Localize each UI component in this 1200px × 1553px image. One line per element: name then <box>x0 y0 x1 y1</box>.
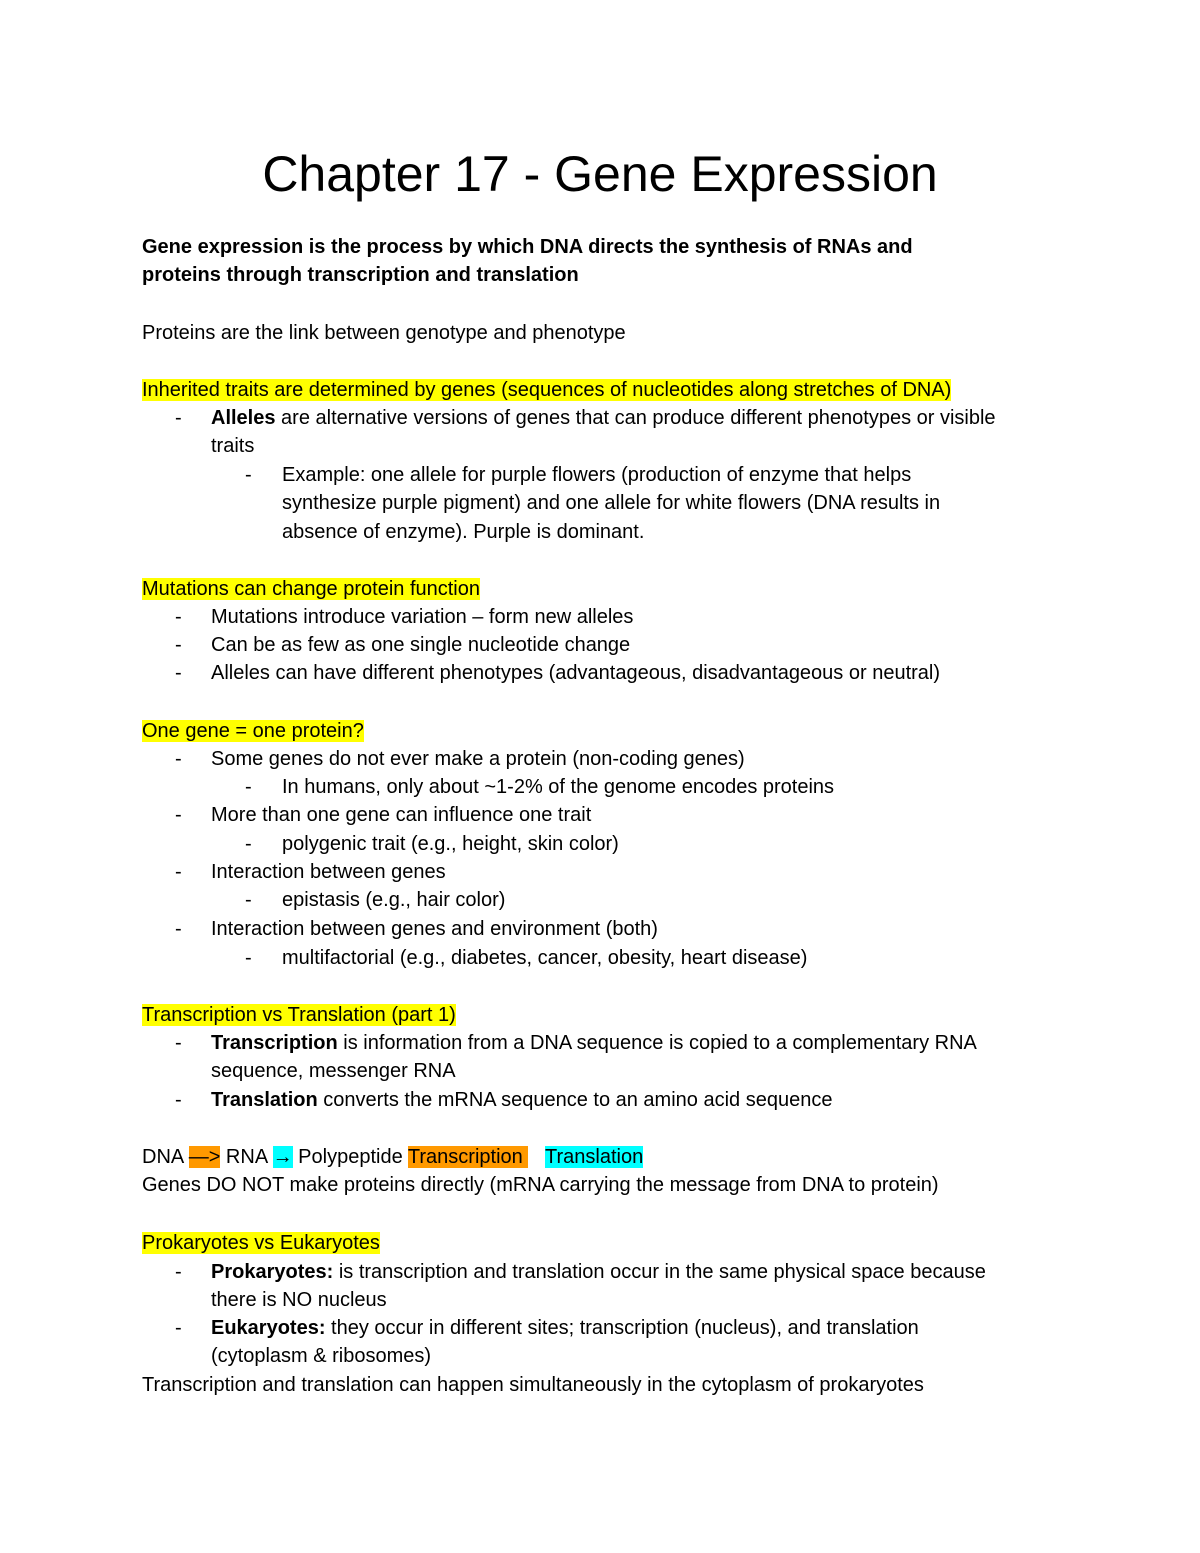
translation-term: Translation <box>211 1089 318 1111</box>
flow-label-translation: Translation <box>545 1146 644 1168</box>
one-gene-subitem: epistasis (e.g., hair color) <box>282 889 506 911</box>
mutations-item: Can be as few as one single nucleotide change <box>211 634 631 656</box>
bullet-dash: - <box>175 1261 182 1283</box>
prokaryotes-definition: is transcription and translation occur in the same physical space because <box>333 1261 986 1283</box>
flow-label-transcription: Transcription <box>407 1146 523 1168</box>
bullet-dash: - <box>175 1032 182 1054</box>
flow-note: Genes DO NOT make proteins directly (mRNA carrying the message from DNA to protein) <box>142 1174 939 1196</box>
example-line-2: synthesize purple pigment) and one allele for white flowers (DNA results in <box>282 492 941 514</box>
bullet-dash: - <box>175 804 182 826</box>
tvt-heading-highlight: Transcription vs Translation (part 1) <box>142 1004 456 1026</box>
tvt-heading <box>142 1001 456 1029</box>
one-gene-subitem: In humans, only about ~1-2% of the genome encodes proteins <box>282 776 835 798</box>
one-gene-subitem: polygenic trait (e.g., height, skin color) <box>282 833 619 855</box>
alleles-line <box>211 404 996 432</box>
prokaryotes-line-cont: there is NO nucleus <box>211 1289 387 1311</box>
bullet-dash: - <box>175 634 182 656</box>
closing-line: Transcription and translation can happen simultaneously in the cytoplasm of prokaryotes <box>142 1374 924 1396</box>
bullet-dash: - <box>175 1317 182 1339</box>
one-gene-item: More than one gene can influence one trait <box>211 804 592 826</box>
flow-arrow-transcription: —> <box>188 1146 221 1168</box>
bullet-dash: - <box>175 662 182 684</box>
mutations-heading <box>142 575 480 603</box>
flow-dna: DNA <box>142 1146 189 1168</box>
one-gene-item: Interaction between genes <box>211 861 446 883</box>
alleles-term: Alleles <box>211 407 276 429</box>
page-title: Chapter 17 - Gene Expression <box>262 146 938 202</box>
bullet-dash: - <box>175 861 182 883</box>
example-line-3: absence of enzyme). Purple is dominant. <box>282 521 645 543</box>
bullet-dash: - <box>175 407 182 429</box>
one-gene-subitem: multifactorial (e.g., diabetes, cancer, obesity, heart disease) <box>282 947 808 969</box>
transcription-line <box>211 1029 977 1057</box>
flow-gap <box>528 1146 545 1168</box>
mutations-item: Alleles can have different phenotypes (advantageous, disadvantageous or neutral) <box>211 662 941 684</box>
eukaryotes-line-cont: (cytoplasm & ribosomes) <box>211 1345 432 1367</box>
transcription-term: Transcription <box>211 1032 338 1054</box>
intro-line-1: Gene expression is the process by which DNA directs the synthesis of RNAs and <box>142 236 913 258</box>
pro-euk-heading <box>142 1229 380 1257</box>
eukaryotes-term: Eukaryotes: <box>211 1317 326 1339</box>
bullet-dash: - <box>175 1089 182 1111</box>
eukaryotes-line <box>211 1314 919 1342</box>
sub-bullet-dash: - <box>245 776 252 798</box>
prokaryotes-term: Prokaryotes: <box>211 1261 334 1283</box>
sub-bullet-dash: - <box>245 889 252 911</box>
bullet-dash: - <box>175 606 182 628</box>
one-gene-heading-highlight: One gene = one protein? <box>142 720 364 742</box>
alleles-definition: are alternative versions of genes that can produce different phenotypes or visible <box>275 407 996 429</box>
sub-bullet-dash: - <box>245 464 252 486</box>
proteins-link-text: Proteins are the link between genotype and phenotype <box>142 322 626 344</box>
translation-line <box>211 1086 832 1114</box>
inherited-heading <box>142 376 951 404</box>
sub-bullet-dash: - <box>245 947 252 969</box>
flow-polypeptide: Polypeptide <box>292 1146 408 1168</box>
prokaryotes-line <box>211 1258 986 1286</box>
example-line-1: Example: one allele for purple flowers (production of enzyme that helps <box>282 464 912 486</box>
one-gene-item: Some genes do not ever make a protein (non-coding genes) <box>211 748 745 770</box>
flow-rna: RNA <box>220 1146 273 1168</box>
inherited-heading-highlight: Inherited traits are determined by genes (sequences of nucleotides along stretches of DNA) <box>142 379 952 401</box>
intro-line-2: proteins through transcription and translation <box>142 264 579 286</box>
translation-definition: converts the mRNA sequence to an amino acid sequence <box>317 1089 833 1111</box>
eukaryotes-definition: they occur in different sites; transcription (nucleus), and translation <box>325 1317 919 1339</box>
mutations-heading-highlight: Mutations can change protein function <box>142 578 480 600</box>
transcription-definition: is information from a DNA sequence is copied to a complementary RNA <box>337 1032 977 1054</box>
transcription-line-cont: sequence, messenger RNA <box>211 1060 456 1082</box>
mutations-item: Mutations introduce variation – form new alleles <box>211 606 634 628</box>
bullet-dash: - <box>175 918 182 940</box>
sub-bullet-dash: - <box>245 833 252 855</box>
one-gene-heading <box>142 717 364 745</box>
one-gene-item: Interaction between genes and environment (both) <box>211 918 658 940</box>
pro-euk-heading-highlight: Prokaryotes vs Eukaryotes <box>142 1232 380 1254</box>
flow-line <box>142 1143 643 1171</box>
flow-arrow-translation: → <box>272 1146 293 1168</box>
bullet-dash: - <box>175 748 182 770</box>
alleles-line-cont: traits <box>211 435 255 457</box>
